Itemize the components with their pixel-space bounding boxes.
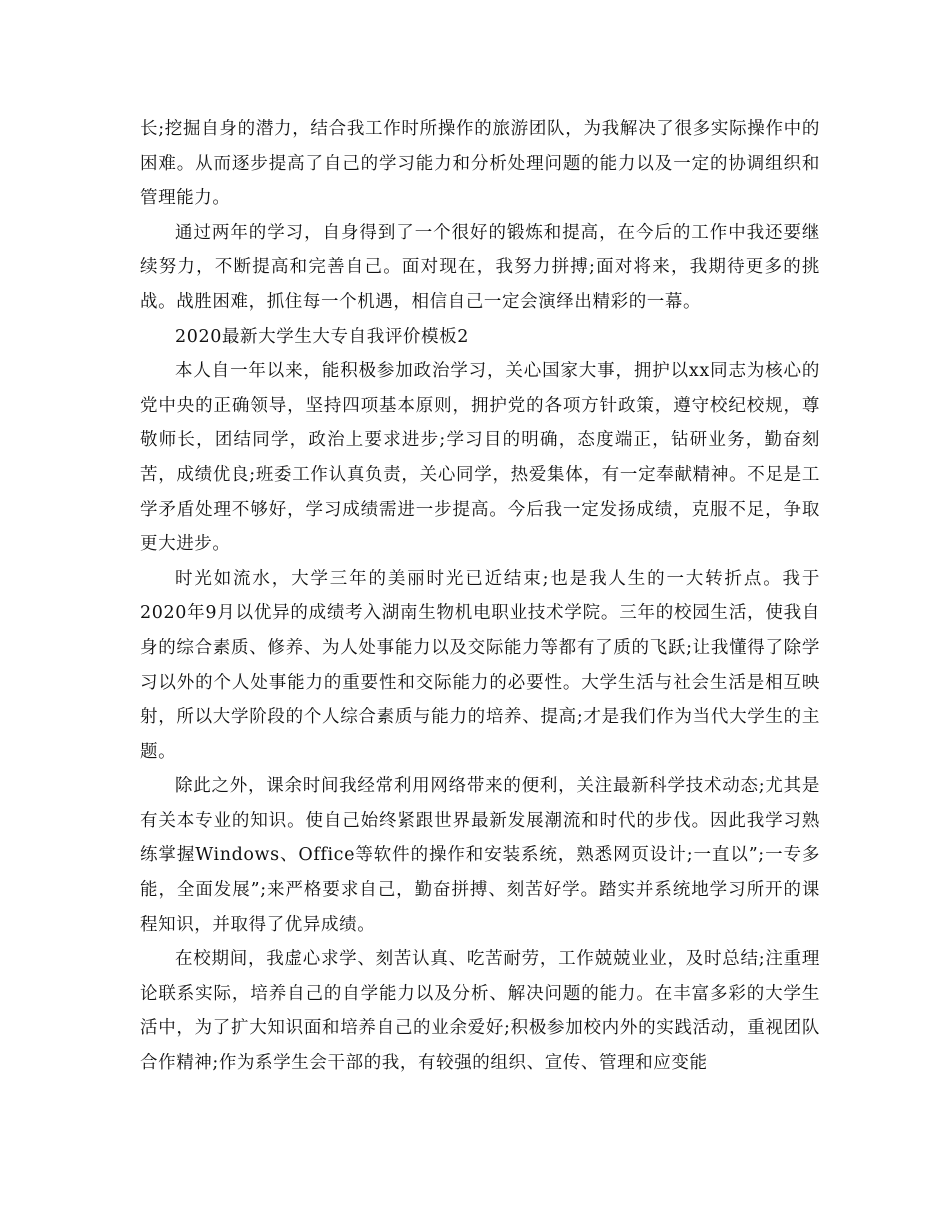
paragraph-university-life: 时光如流水，大学三年的美丽时光已近结束;也是我人生的一大转折点。我于2020年9月以优异的成绩考入湖南生物机电职业技术学院。三年的校园生活，使我自身的综合素质、修养、为人处事能力以及交际能力等都有了质的飞跃;让我懂得了除学习以外的个人处事能力的重要性和交际能力的必要性。大学生活与社会生活是相互映射，所以大学阶段的个人综合素质与能力的培养、提高;才是我们作为当代大学生的主题。 [140, 568, 820, 762]
paragraph-continuation: 长;挖掘自身的潜力，结合我工作时所操作的旅游团队，为我解决了很多实际操作中的困难。从而逐步提高了自己的学习能力和分析处理问题的能力以及一定的协调组织和管理能力。 [140, 119, 820, 209]
paragraph-school-period: 在校期间，我虚心求学、刻苦认真、吃苦耐劳，工作兢兢业业，及时总结;注重理论联系实际，培养自己的自学能力以及分析、解决问题的能力。在丰富多彩的大学生活中，为了扩大知识面和培养自己的业余爱好;积极参加校内外的实践活动，重视团队合作精神;作为系学生会干部的我，有较强的组织、宣传、管理和应变能 [140, 949, 820, 1074]
section-heading: 2020最新大学生大专自我评价模板2 [175, 326, 469, 347]
paragraph-political-study: 本人自一年以来，能积极参加政治学习，关心国家大事，拥护以xx同志为核心的党中央的正确领导，坚持四项基本原则，拥护党的各项方针政策，遵守校纪校规，尊敬师长，团结同学，政治上要求进步;学习目的明确，态度端正，钻研业务，勤奋刻苦，成绩优良;班委工作认真负责，关心同学，热爱集体，有一定奉献精神。不足是工学矛盾处理不够好，学习成绩需进一步提高。今后我一定发扬成绩，克服不足，争取更大进步。 [140, 361, 820, 555]
paragraph-study-summary: 通过两年的学习，自身得到了一个很好的锻炼和提高，在今后的工作中我还要继续努力，不断提高和完善自己。面对现在，我努力拼搏;面对将来，我期待更多的挑战。战胜困难，抓住每一个机遇，相信自己一定会演绎出精彩的一幕。 [140, 222, 820, 312]
document-body [140, 112, 820, 1081]
paragraph-extracurricular: 除此之外，课余时间我经常利用网络带来的便利，关注最新科学技术动态;尤其是有关本专业的知识。使自己始终紧跟世界最新发展潮流和时代的步伐。因此我学习熟练掌握Windows、Office等软件的操作和安装系统，熟悉网页设计;一直以”;一专多能，全面发展”;来严格要求自己，勤奋拼搏、刻苦好学。踏实并系统地学习所开的课程知识，并取得了优异成绩。 [140, 776, 820, 935]
